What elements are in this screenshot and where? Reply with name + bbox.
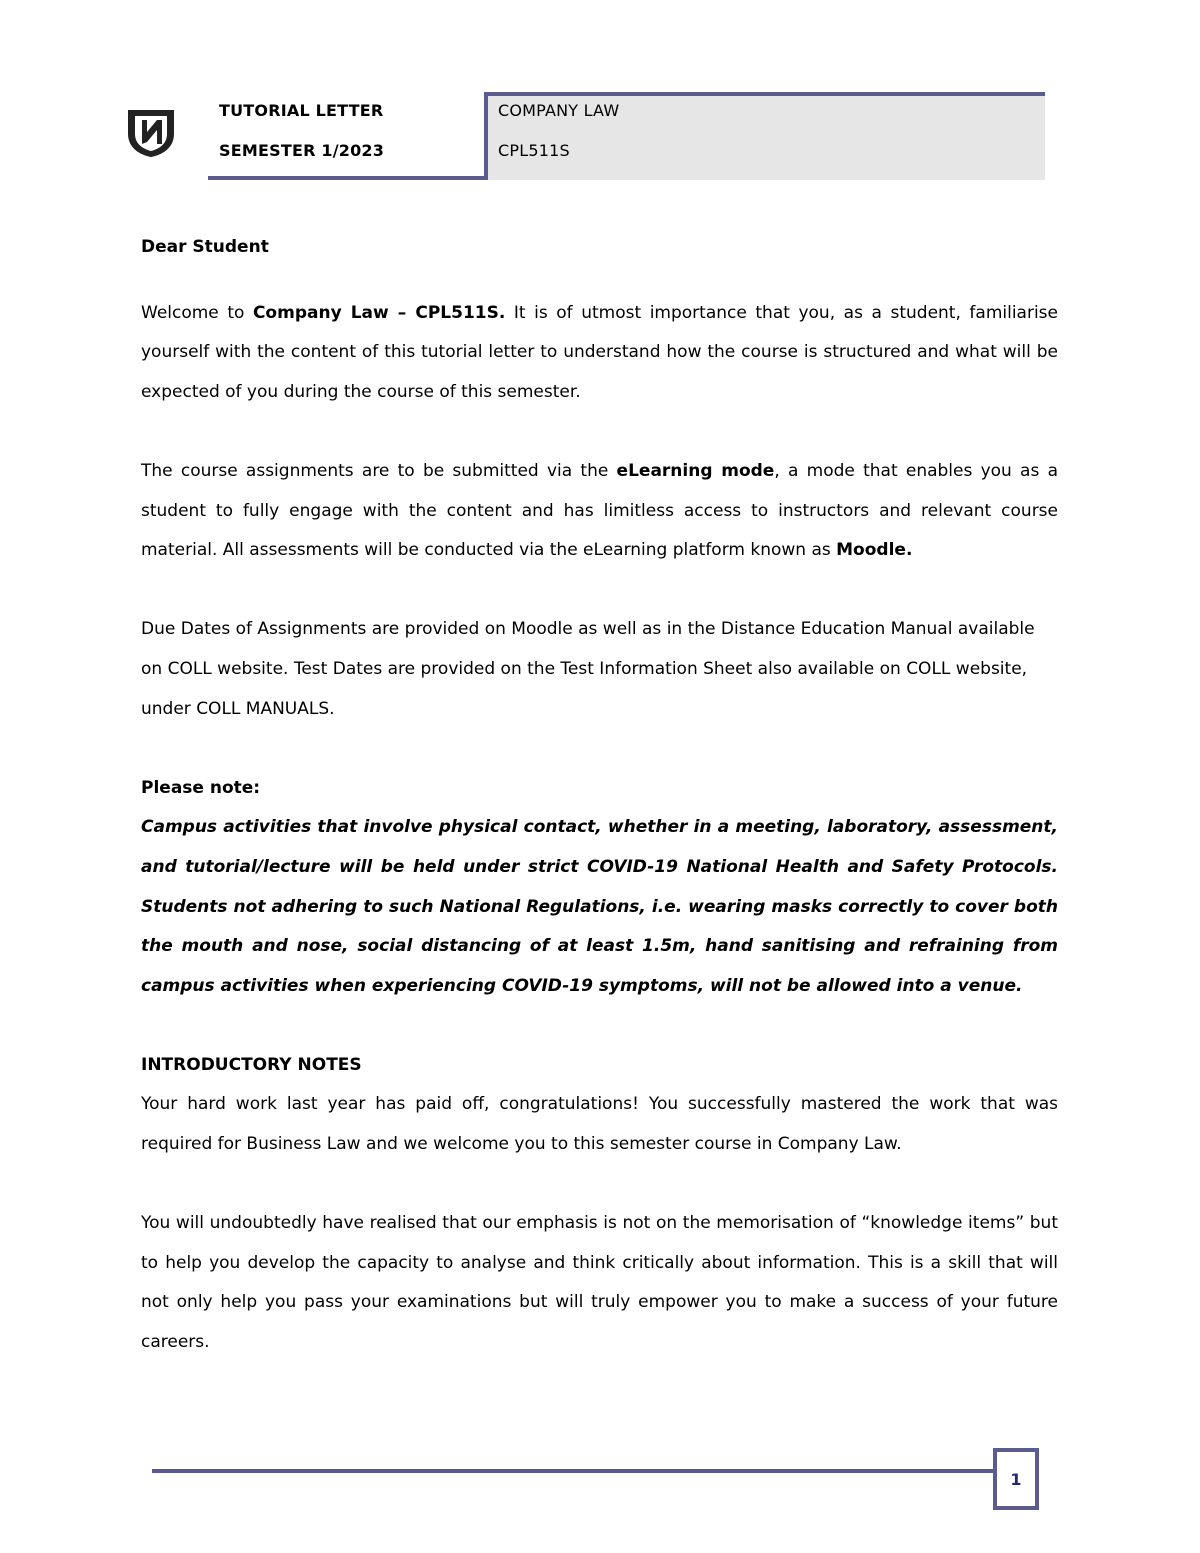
header-semester: SEMESTER 1/2023 <box>219 141 385 160</box>
header-document-type: TUTORIAL LETTER <box>219 101 384 120</box>
university-logo-icon <box>124 104 178 158</box>
header-course-name: COMPANY LAW <box>498 101 620 120</box>
header-left-underline <box>208 176 488 180</box>
header-course-code: CPL511S <box>498 141 570 160</box>
page-number-box <box>993 1448 1039 1510</box>
salutation: Dear Student <box>141 237 269 257</box>
header-right-topline <box>484 92 1045 96</box>
header-right-leftline <box>484 92 488 180</box>
letter-body <box>141 228 1058 1402</box>
assignments-paragraph: The course assignments are to be submitted via the eLearning mode, a mode that enables you as a student to fully engage with the content and has limitless access to instructors and relevant course material. All assessments will be conducted via the eLearning platform known as Moodle. <box>141 460 1058 561</box>
covid-note: Campus activities that involve physical contact, whether in a meeting, laboratory, assessment, and tutorial/lecture will be held under strict COVID-19 National Health and Safety Protocols. Students not adhering to such National Regulations, i.e. wearing masks correctly to cover both the mouth and nose, social distancing of at least 1.5m, hand sanitising and refraining from campus activities when experiencing COVID-19 symptoms, will not be allowed into a venue. <box>141 817 1058 996</box>
welcome-paragraph: Welcome to Company Law – CPL511S. It is of utmost importance that you, as a student, familiarise yourself with the content of this tutorial letter to understand how the course is structured and what will be expected of you during the course of this semester. <box>141 302 1059 402</box>
page-number: 1 <box>1010 1469 1022 1489</box>
introductory-paragraph-2: You will undoubtedly have realised that our emphasis is not on the memorisation of “knowledge items” but to help you develop the capacity to analyse and think critically about information. This is a skill that will not only help you pass your examinations but will truly empower you to make a success of your future careers. <box>141 1213 1058 1353</box>
introductory-paragraph-1: Your hard work last year has paid off, congratulations! You successfully mastered the work that was required for Business Law and we welcome you to this semester course in Company Law. <box>141 1094 1058 1155</box>
footer-rule <box>152 1469 994 1473</box>
introductory-notes-heading: INTRODUCTORY NOTES <box>141 1054 362 1075</box>
note-heading: Please note: <box>141 777 261 798</box>
due-dates-paragraph: Due Dates of Assignments are provided on Moodle as well as in the Distance Education Manual available on COLL website. Test Dates are provided on the Test Information Sheet also available on COLL website, under COLL MANUALS. <box>141 619 1035 719</box>
